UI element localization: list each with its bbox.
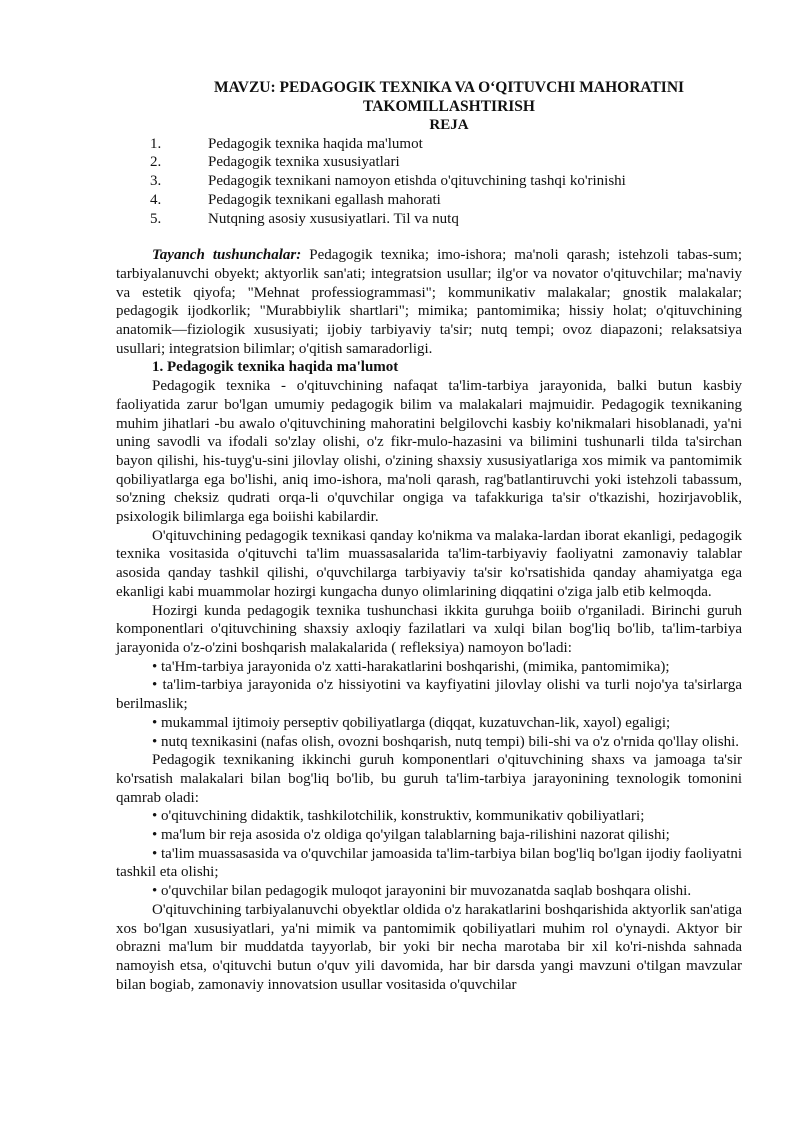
plan-heading: REJA <box>429 117 469 133</box>
plan-item-text: Pedagogik texnikani egallash mahorati <box>208 191 441 208</box>
bullet-item: • ta'lim muassasasida va o'quvchilar jamoasida ta'lim-tarbiya bilan bog'liq bo'lgan ijodiy faoliyatni tashkil eta olishi; <box>116 845 742 881</box>
plan-item <box>150 135 742 154</box>
plan-item-number: 3. <box>150 173 162 190</box>
bullet-item: • ta'lim-tarbiya jarayonida o'z hissiyotini va kayfiyatini jilovlay olishi va turli nojo'ya ta'sirlarga berilmaslik; <box>116 677 742 713</box>
key-concepts-paragraph <box>116 246 742 358</box>
plan-item-number: 5. <box>150 210 162 227</box>
topic-title-line-1: MAVZU: PEDAGOGIK TEXNIKA VA O‘QITUVCHI MAHORATINI <box>213 79 685 96</box>
spacer <box>116 228 742 246</box>
key-concepts-label: Tayanch tushunchalar: <box>152 247 302 264</box>
key-concepts-text: Pedagogik texnika; imo-ishora; ma'noli qarash; istehzoli tabas-sum; tarbiyalanuvchi obyekt; aktyorlik san'ati; integratsion usullar; ilg'or va novator o'qituvchilar; ma'naviy va estetik qiyofa; "Mehnat professiogrammasi"; kommunikativ malakalar; gnostik malakalar; pedagogik ijodkorlik; "Murabbiylik shartlari"; mimika; pantomimika; hissiy holat; o'qituvchining anatomik—fiziologik xususiyati; ijobiy tarbiyaviy ta'sir; nutq tempi; ovoz diapazoni; relaksatsiya usullari; integratsion bilimlar; o'qitish samaradorligi. <box>116 247 742 357</box>
body-paragraph: O'qituvchining pedagogik texnikasi qanday ko'nikma va malaka-lardan iborat ekanligi, pedagogik texnika vositasida o'qituvchi ta'lim muassasalarida ta'lim-tarbiyaviy faoliyatni zamonaviy talablar asosida qanday tashkil qilishi, o'quvchilarga tarbiyaviy ta'sir ko'rsatishida qanday ahamiyatga ega ekanligi kabi muammolar hozirgi kungacha dunyo olimlarining diqqatini o'ziga jalb etib kelmoqda. <box>116 527 742 600</box>
plan-item <box>150 191 742 210</box>
plan-item-text: Pedagogik texnikani namoyon etishda o'qituvchining tashqi ko'rinishi <box>208 173 626 190</box>
body-paragraph: Pedagogik texnikaning ikkinchi guruh komponentlari o'qituvchining shaxs va jamoaga ta'sir ko'rsatish malakalari bilan bog'liq bo'lib, bu guruh ta'lim-tarbiya jarayonining texnologik tomonini qamrab oladi: <box>116 752 742 806</box>
bullet-item: • o'quvchilar bilan pedagogik muloqot jarayonini bir muvozanatda saqlab boshqara olishi. <box>152 883 692 900</box>
bullet-item: • nutq texnikasini (nafas olish, ovozni boshqarish, nutq tempi) bili-shi va o'z o'rnida qo'llay olishi. <box>152 733 740 750</box>
plan-item-number: 2. <box>150 154 162 171</box>
plan-item-text: Pedagogik texnika haqida ma'lumot <box>208 135 423 152</box>
section-heading: 1. Pedagogik texnika haqida ma'lumot <box>152 359 399 376</box>
body-paragraph: O'qituvchining tarbiyalanuvchi obyektlar oldida o'z harakatlarini boshqarishida aktyorlik san'atiga xos bo'lgan xususiyatlari, ya'ni mimik va pantomimik qobiliyatlari muhim rol o'ynaydi. Aktyor bir obrazni ma'lum bir muddatda tayyorlab, bir yoki bir necha marotaba bir xil ko'ri-nishda sahnada namoyish etsa, o'qituvchi butun o'quv yili davomida, har bir darsda yangi mavzuni o'tilgan mavzular bilan bogiab, zamonaviy innovatsion usullar vositasida o'quvchilar <box>116 901 742 993</box>
plan-item <box>150 210 742 229</box>
bullet-item: • mukammal ijtimoiy perseptiv qobiliyatlarga (diqqat, kuzatuvchan-lik, xayol) egaligi; <box>152 714 671 731</box>
plan-item <box>150 153 742 172</box>
plan-item-text: Nutqning asosiy xususiyatlari. Til va nutq <box>208 210 459 227</box>
plan-item-number: 4. <box>150 191 162 208</box>
plan-item-number: 1. <box>150 135 162 152</box>
bullet-item: • o'qituvchining didaktik, tashkilotchilik, konstruktiv, kommunikativ qobiliyatlari; <box>152 808 645 825</box>
body-paragraph: Pedagogik texnika - o'qituvchining nafaqat ta'lim-tarbiya jarayonida, balki butun kasbiy faoliyatida zarur bo'lgan umumiy pedagogik bilim va malakalari majmuidir. Pedagogik texnikaning muhim jihatlari -bu awalo o'qituvchining mahoratini belgilovchi kasbiy ko'nikmalari hisoblanadi, ya'ni uning savodli va ifodali so'zlay olishi, o'z fikr-mulo-hazasini va bilimini tushunarli tilda ta'sirchan bayon qilishi, his-tuyg'u-sini jilovlay olishi, o'zining shaxsiy xususiyatlariga xos mimik va pantomimik qobiliyatlarga ega bo'lishi, aniq imo-ishora, ma'noli qarash, rag'batlantiruvchi yoki istehzoli tabassum, so'zning cheksiz qudrati orqa-li o'quvchilar ongiga va tafakkuriga ta'sir o'tkazishi, hozirjavoblik, psixologik bilimlarga ega boiishi kabilardir. <box>116 378 742 526</box>
plan-item <box>150 172 742 191</box>
document-body <box>116 78 742 994</box>
plan-item-text: Pedagogik texnika xususiyatlari <box>208 154 400 171</box>
bullet-item: • ta'Hm-tarbiya jarayonida o'z xatti-harakatlarini boshqarishi, (mimika, pantomimika); <box>152 658 670 675</box>
body-paragraph: Hozirgi kunda pedagogik texnika tushunchasi ikkita guruhga boiib o'rganiladi. Birinchi guruh komponentlari o'qituvchining shaxsiy axloqiy fazilatlari va xulqi bilan bog'liq bo'lib, ta'lim-tarbiya jarayonida o'z-o'zini boshqarish malakalarida ( refleksiya) namoyon bo'ladi: <box>116 602 742 656</box>
plan-list <box>116 135 742 229</box>
topic-title-line-2: TAKOMILLASHTIRISH <box>363 98 535 115</box>
bullet-item: • ma'lum bir reja asosida o'z oldiga qo'yilgan talablarning baja-rilishini nazorat qilishi; <box>152 827 670 844</box>
